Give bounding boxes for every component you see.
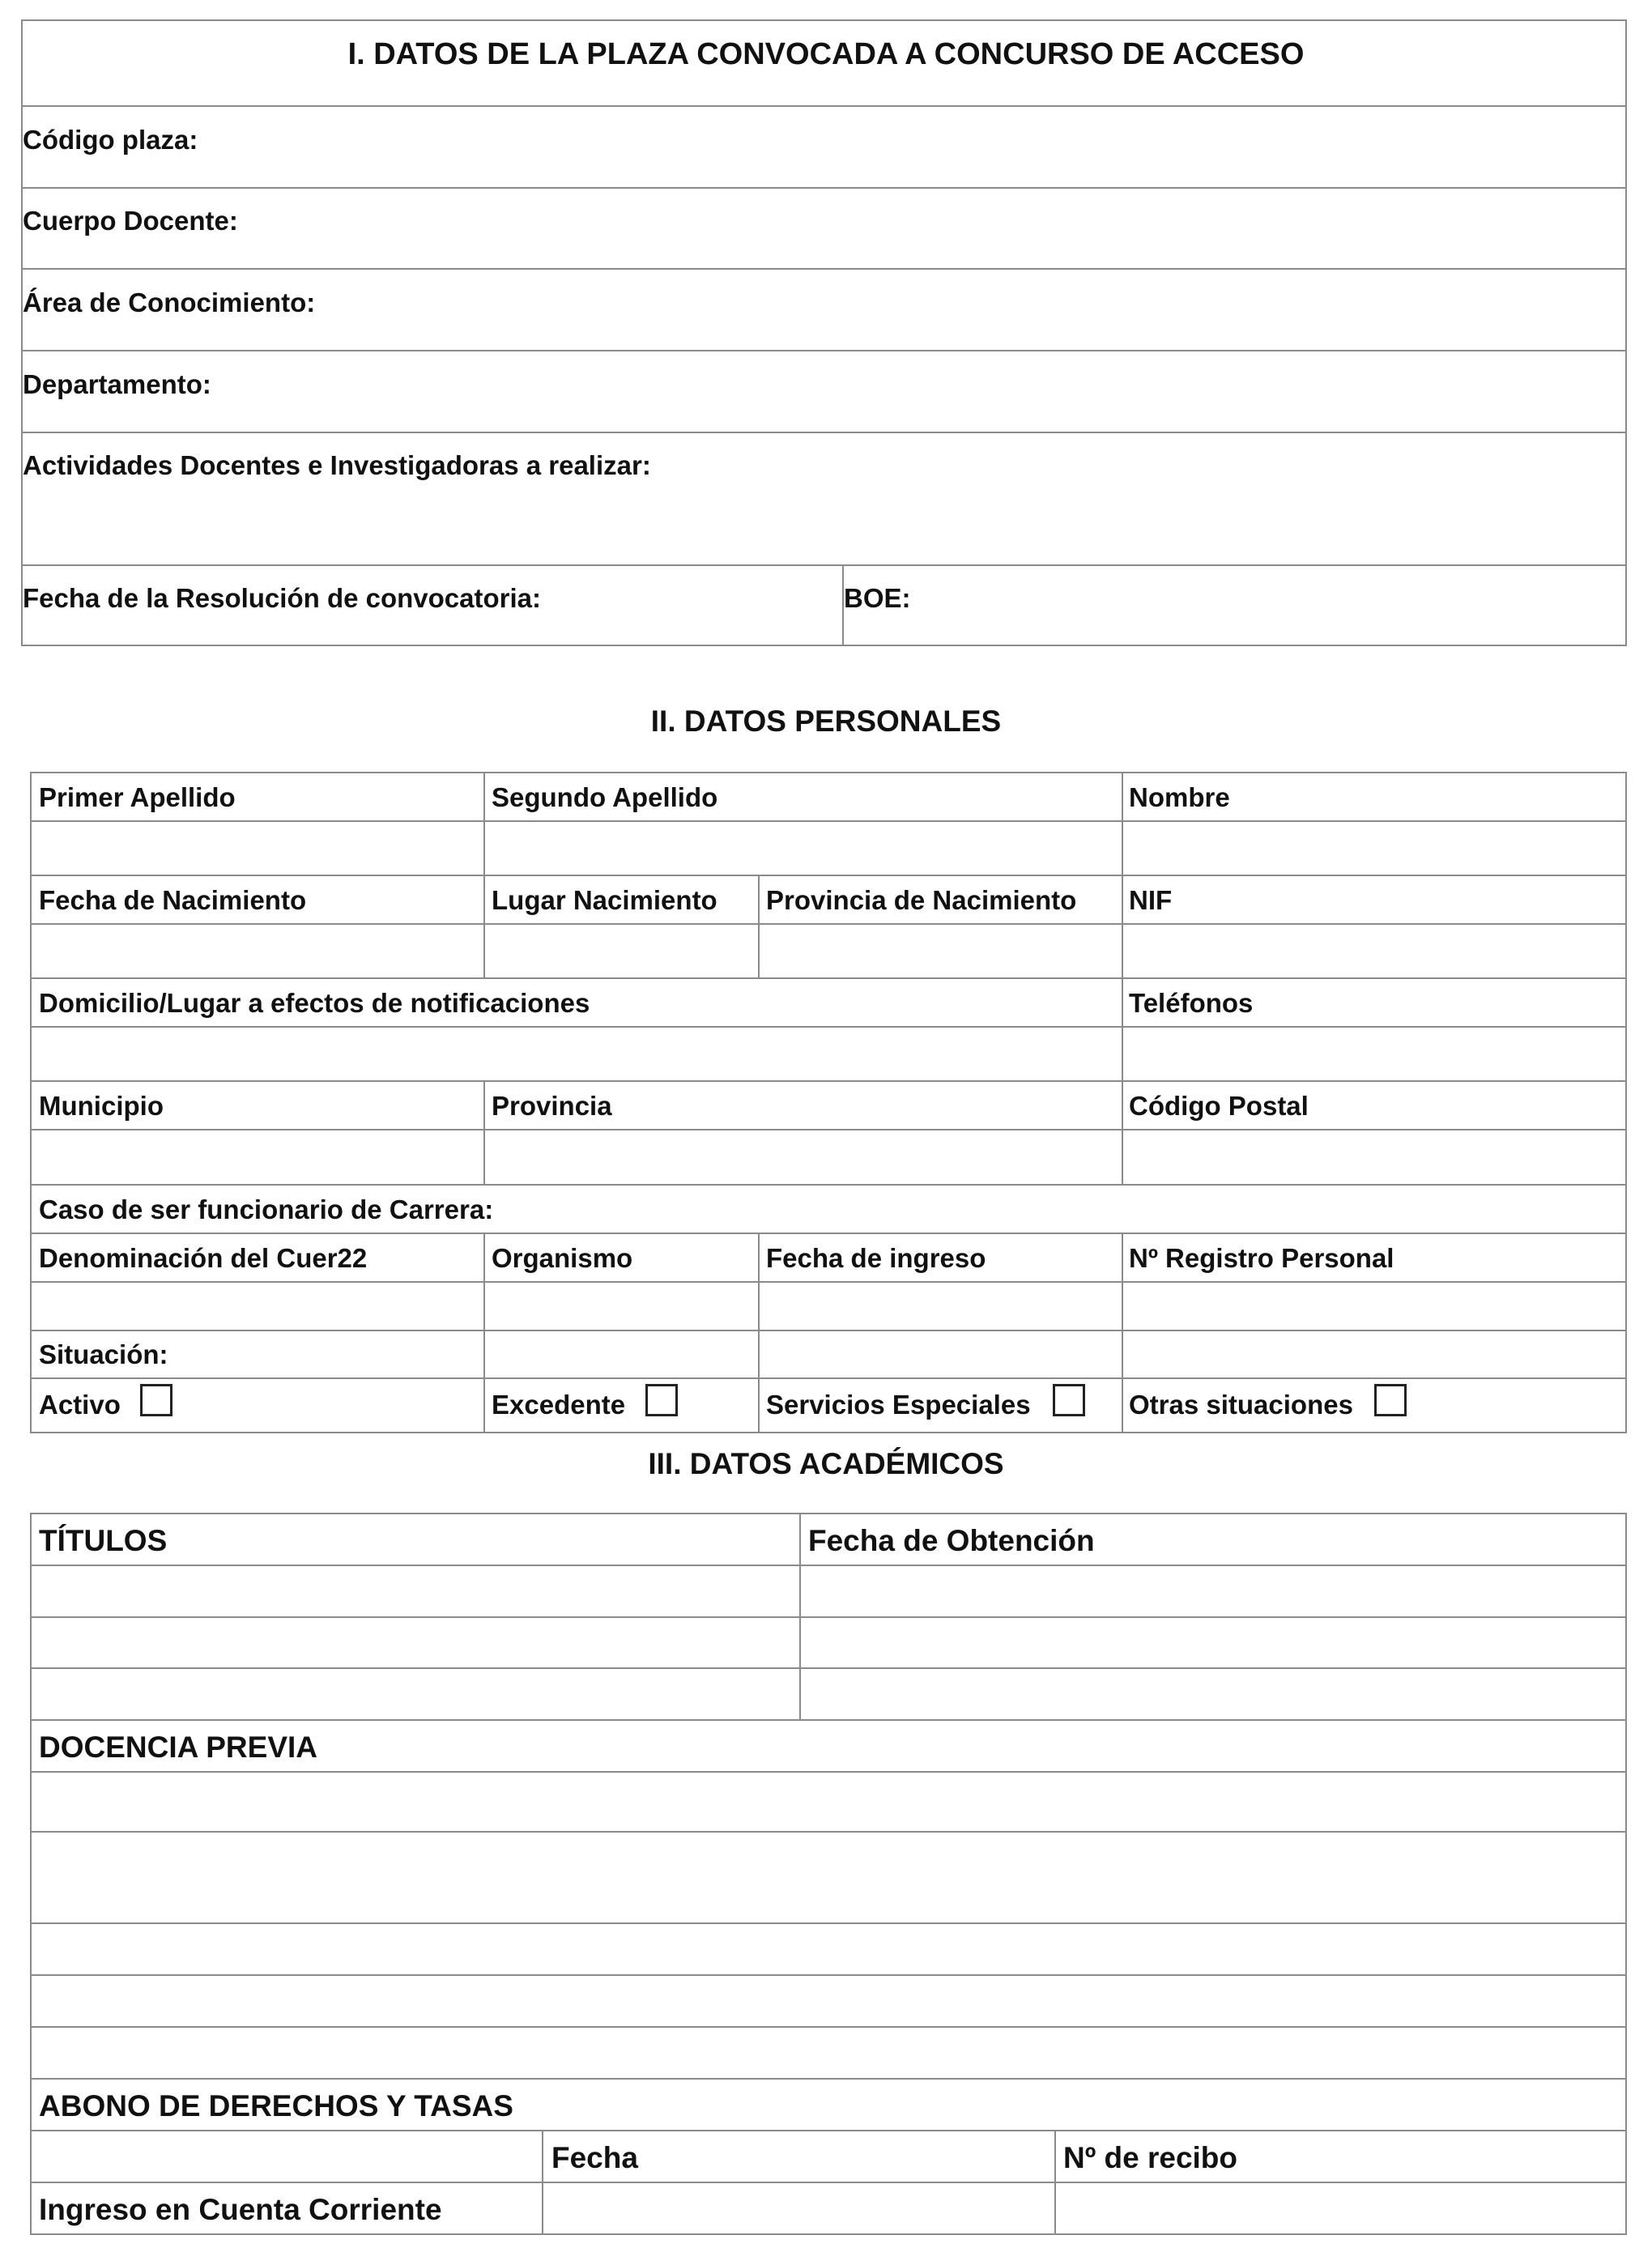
section-2-title: II. DATOS PERSONALES — [650, 705, 1002, 738]
fecha-obtencion-header: Fecha de Obtención — [808, 1524, 1095, 1557]
registro-personal-label: Nº Registro Personal — [1129, 1243, 1394, 1273]
domicilio-label: Domicilio/Lugar a efectos de notificaciones — [39, 988, 590, 1018]
otras-situaciones-label: Otras situaciones — [1129, 1390, 1353, 1420]
excedente-checkbox[interactable] — [645, 1384, 678, 1416]
segundo-apellido-label: Segundo Apellido — [492, 782, 718, 812]
section-1-title: I. DATOS DE LA PLAZA CONVOCADA A CONCURSO DE ACCESO — [347, 37, 1305, 71]
codigo-plaza-label: Código plaza: — [23, 125, 198, 155]
caso-funcionario-label: Caso de ser funcionario de Carrera: — [39, 1194, 494, 1224]
fecha-ingreso-label: Fecha de ingreso — [766, 1243, 986, 1273]
area-conocimiento-label: Área de Conocimiento: — [23, 287, 316, 317]
servicios-especiales-label: Servicios Especiales — [766, 1390, 1031, 1420]
nif-label: NIF — [1129, 885, 1173, 915]
municipio-label: Municipio — [39, 1091, 164, 1121]
telefonos-label: Teléfonos — [1129, 988, 1254, 1018]
departamento-label: Departamento: — [23, 369, 211, 399]
titulos-header: TÍTULOS — [39, 1524, 168, 1557]
provincia-nacimiento-label: Provincia de Nacimiento — [766, 885, 1077, 915]
fecha-header: Fecha — [551, 2141, 638, 2174]
num-recibo-header: Nº de recibo — [1063, 2141, 1238, 2174]
excedente-label: Excedente — [492, 1390, 626, 1420]
activo-label: Activo — [39, 1390, 121, 1420]
docencia-previa-header: DOCENCIA PREVIA — [39, 1731, 318, 1764]
actividades-label: Actividades Docentes e Investigadoras a realizar: — [23, 450, 651, 480]
activo-checkbox[interactable] — [140, 1384, 172, 1416]
denominacion-label: Denominación del Cuer22 — [39, 1243, 368, 1273]
situacion-label: Situación: — [39, 1339, 168, 1369]
nombre-label: Nombre — [1129, 782, 1230, 812]
section-3-title: III. DATOS ACADÉMICOS — [648, 1447, 1004, 1480]
provincia-label: Provincia — [492, 1091, 612, 1121]
servicios-especiales-checkbox[interactable] — [1053, 1384, 1085, 1416]
lugar-nacimiento-label: Lugar Nacimiento — [492, 885, 717, 915]
primer-apellido-label: Primer Apellido — [39, 782, 236, 812]
abono-header: ABONO DE DERECHOS Y TASAS — [39, 2089, 513, 2122]
otras-situaciones-checkbox[interactable] — [1374, 1384, 1407, 1416]
ingreso-cuenta-label: Ingreso en Cuenta Corriente — [39, 2193, 442, 2226]
boe-label: BOE: — [844, 583, 911, 613]
organismo-label: Organismo — [492, 1243, 633, 1273]
codigo-postal-label: Código Postal — [1129, 1091, 1309, 1121]
cuerpo-docente-label: Cuerpo Docente: — [23, 206, 238, 236]
fecha-nacimiento-label: Fecha de Nacimiento — [39, 885, 307, 915]
fecha-resolucion-label: Fecha de la Resolución de convocatoria: — [23, 583, 542, 613]
